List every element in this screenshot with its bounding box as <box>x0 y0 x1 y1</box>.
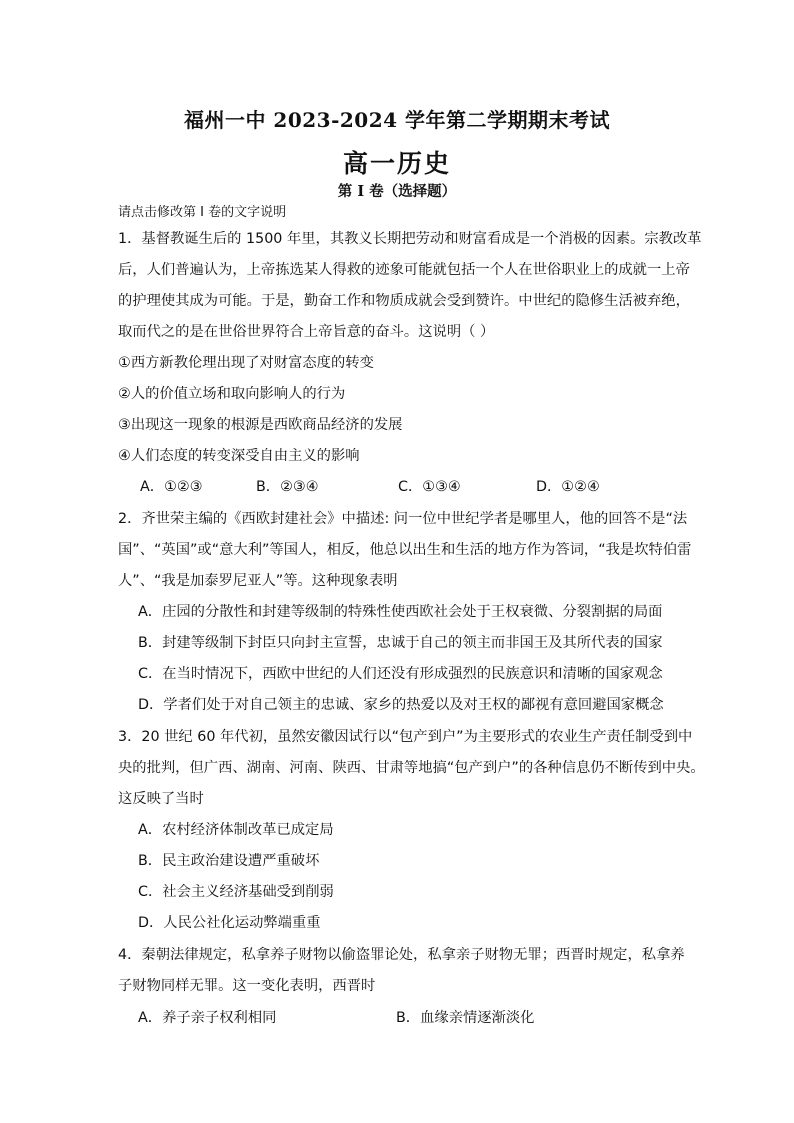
q1-item: ④人们态度的转变深受自由主义的影响 <box>118 448 360 464</box>
q3-stem-line: 央的批判，但广西、湖南、河南、陕西、甘肃等地搞“包产到户”的各种信息仍不断传到中央。 <box>118 760 705 776</box>
q1-option-d[interactable]: D．①②④ <box>536 479 600 495</box>
exam-title: 福州一中 2023-2024 学年第二学期期末考试 <box>183 108 611 132</box>
q4-option-b[interactable]: B．血缘亲情逐渐淡化 <box>396 1010 535 1026</box>
q1-stem-line: 的护理使其成为可能。于是，勤奋工作和物质成就会受到赞许。中世纪的隐修生活被弃绝， <box>118 293 690 309</box>
q2-stem-line: 人”、“我是加泰罗尼亚人”等。这种现象表明 <box>118 573 398 589</box>
q1-stem-line: 1．基督教诞生后的 1500 年里，其教义长期把劳动和财富看成是一个消极的因素。宗教改革 <box>118 231 702 247</box>
q4-stem-line: 4．秦朝法律规定，私拿养子财物以偷盗罪论处，私拿亲子财物无罪；西晋时规定，私拿养 <box>118 947 685 963</box>
q3-stem-line: 3．20 世纪 60 年代初，虽然安徽因试行以“包产到户”为主要形式的农业生产责任制受到中 <box>118 729 693 745</box>
q2-stem-line: 国”、“英国”或“意大利”等国人，相反，他总以出生和生活的地方作为答词，“我是坎特伯雷 <box>118 542 692 558</box>
section-note: 请点击修改第 I 卷的文字说明 <box>118 205 287 220</box>
q1-option-b[interactable]: B．②③④ <box>256 479 319 495</box>
q1-option-a[interactable]: A．①②③ <box>140 479 203 495</box>
q1-stem-line: 取而代之的是在世俗世界符合上帝旨意的奋斗。这说明（ ） <box>118 324 495 340</box>
q1-option-c[interactable]: C．①③④ <box>398 479 461 495</box>
q1-item: ②人的价值立场和取向影响人的行为 <box>118 386 346 402</box>
q3-option-d[interactable]: D．人民公社化运动弊端重重 <box>138 915 321 931</box>
q1-item: ③出现这一现象的根源是西欧商品经济的发展 <box>118 417 403 433</box>
q2-option-b[interactable]: B．封建等级制下封臣只向封主宣誓，忠诚于自己的领主而非国王及其所代表的国家 <box>138 635 663 651</box>
q2-stem-line: 2．齐世荣主编的《西欧封建社会》中描述: 问一位中世纪学者是哪里人，他的回答不是“法 <box>118 511 688 527</box>
q4-stem-line: 子财物同样无罪。这一变化表明，西晋时 <box>118 978 376 994</box>
q2-option-d[interactable]: D．学者们处于对自己领主的忠诚、家乡的热爱以及对王权的鄙视有意回避国家概念 <box>138 697 664 713</box>
q3-option-b[interactable]: B．民主政治建设遭严重破坏 <box>138 853 320 869</box>
q4-option-a[interactable]: A．养子亲子权利相同 <box>138 1010 277 1026</box>
q3-stem-line: 这反映了当时 <box>118 791 204 807</box>
q2-option-c[interactable]: C．在当时情况下，西欧中世纪的人们还没有形成强烈的民族意识和清晰的国家观念 <box>138 666 663 682</box>
q2-option-a[interactable]: A．庄园的分散性和封建等级制的特殊性使西欧社会处于王权衰微、分裂割据的局面 <box>138 604 663 620</box>
section-heading: 第 I 卷（选择题） <box>337 183 457 200</box>
q3-option-c[interactable]: C．社会主义经济基础受到削弱 <box>138 884 334 900</box>
q1-item: ①西方新教伦理出现了对财富态度的转变 <box>118 355 374 371</box>
subject-title: 高一历史 <box>342 149 451 178</box>
q3-option-a[interactable]: A．农村经济体制改革已成定局 <box>138 822 334 838</box>
q1-stem-line: 后，人们普遍认为，上帝拣选某人得救的迹象可能就包括一个人在世俗职业上的成就一上帝 <box>118 262 690 278</box>
